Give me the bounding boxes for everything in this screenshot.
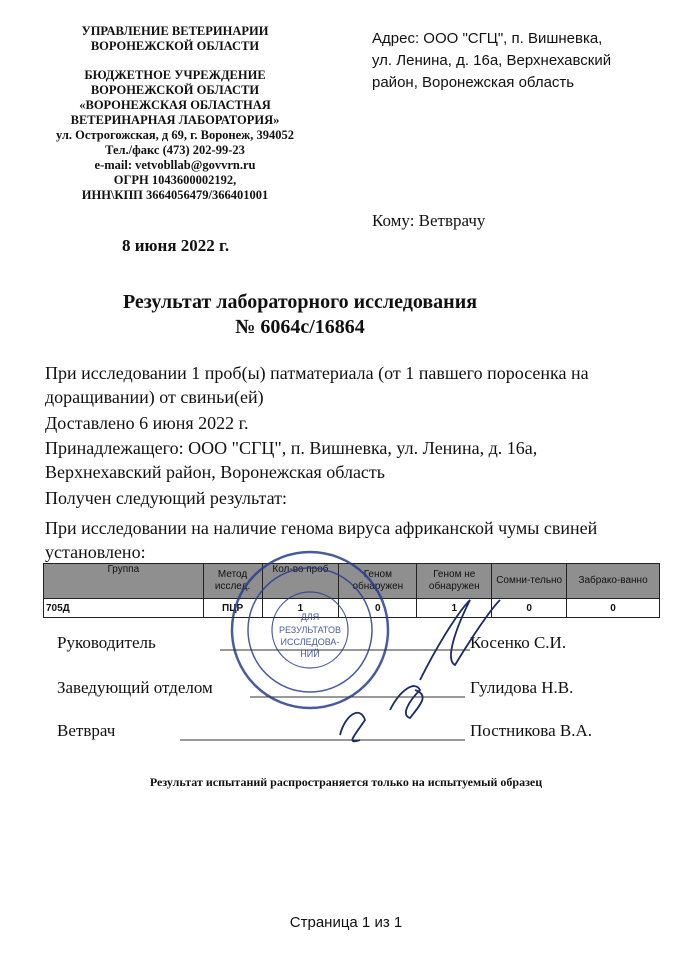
page-number: Страница 1 из 1: [289, 914, 403, 931]
org-line: ВЕТЕРИНАРНАЯ ЛАБОРАТОРИЯ»: [70, 113, 280, 127]
org-inn: ИНН\КПП 3664056479/366401001: [81, 188, 269, 202]
cell-not-detected: 1: [417, 599, 492, 618]
signature-name: Гулидова Н.В.: [470, 678, 574, 697]
cell-rejected: 0: [567, 599, 660, 618]
results-table: [43, 563, 660, 618]
signature-name: Косенко С.И.: [470, 633, 567, 652]
address-line: район, Воронежская область: [372, 74, 575, 91]
body-test: При исследовании на наличие генома вируса африканской чумы свиней установлено:: [45, 518, 598, 562]
svg-text:ДЛЯ: ДЛЯ: [300, 612, 320, 622]
svg-text:РЕЗУЛЬТАТОВ: РЕЗУЛЬТАТОВ: [278, 625, 342, 635]
recipient: Кому: Ветврачу: [372, 211, 486, 230]
address-line: Адрес: ООО "СГЦ", п. Вишневка,: [372, 30, 603, 47]
org-line: ВОРОНЕЖСКОЙ ОБЛАСТИ: [90, 39, 260, 53]
col-header: Сомни-тельно: [492, 564, 567, 599]
col-header: Группа: [44, 564, 204, 599]
col-header: Метод исслед.: [203, 564, 262, 599]
signature-role: Заведующий отделом: [57, 678, 213, 697]
table-header-row: [44, 564, 660, 599]
footer-note: Результат испытаний распространяется только на испытуемый образец: [149, 775, 543, 789]
recipient-address: [372, 28, 672, 94]
org-line: ВОРОНЕЖСКОЙ ОБЛАСТИ: [90, 83, 260, 97]
body-result-intro: Получен следующий результат:: [45, 488, 288, 508]
organization-header: [40, 24, 310, 203]
col-header: Кол-во проб: [262, 564, 339, 599]
org-phone: Тел./факс (473) 202-99-23: [105, 143, 245, 157]
svg-text:ИССЛЕДОВА-: ИССЛЕДОВА-: [280, 637, 340, 647]
cell-doubtful: 0: [492, 599, 567, 618]
col-header: Забрако-ванно: [567, 564, 660, 599]
signature-role: Руководитель: [57, 633, 156, 652]
org-line: УПРАВЛЕНИЕ ВЕТЕРИНАРИИ: [81, 24, 269, 38]
signature-role: Ветврач: [57, 721, 116, 740]
cell-count: 1: [262, 599, 339, 618]
body-delivered: Доставлено 6 июня 2022 г.: [45, 413, 249, 433]
org-line: БЮДЖЕТНОЕ УЧРЕЖДЕНИЕ: [84, 68, 266, 82]
cell-method: ПЦР: [203, 599, 262, 618]
org-ogrn: ОГРН 1043600002192,: [113, 173, 237, 187]
org-line: «ВОРОНЕЖСКАЯ ОБЛАСТНАЯ: [79, 98, 271, 112]
col-header: Геном обнаружен: [339, 564, 417, 599]
cell-detected: 0: [339, 599, 417, 618]
signature-name: Постникова В.А.: [470, 721, 592, 740]
org-email: e-mail: vetvobllab@govvrn.ru: [94, 158, 256, 172]
title-line: Результат лабораторного исследования: [122, 291, 478, 313]
cell-group: 705Д: [44, 599, 204, 618]
document-number: № 6064с/16864: [235, 316, 365, 338]
col-header: Геном не обнаружен: [417, 564, 492, 599]
svg-text:НИЙ: НИЙ: [300, 649, 320, 659]
handwritten-signatures: [180, 600, 500, 741]
document-date: 8 июня 2022 г.: [122, 236, 230, 255]
body-samples: При исследовании 1 проб(ы) патматериала (от 1 павшего поросенка на доращивании) от свиньи(ей): [45, 363, 589, 407]
document-title: [0, 290, 600, 340]
table-row: [44, 599, 660, 618]
address-line: ул. Ленина, д. 16а, Верхнехавский: [372, 52, 612, 69]
body-owner: Принадлежащего: ООО "СГЦ", п. Вишневка, ул. Ленина, д. 16а, Верхнехавский район, Воронежская область: [45, 438, 538, 482]
org-address: ул. Острогожская, д 69, г. Воронеж, 394052: [55, 128, 294, 142]
